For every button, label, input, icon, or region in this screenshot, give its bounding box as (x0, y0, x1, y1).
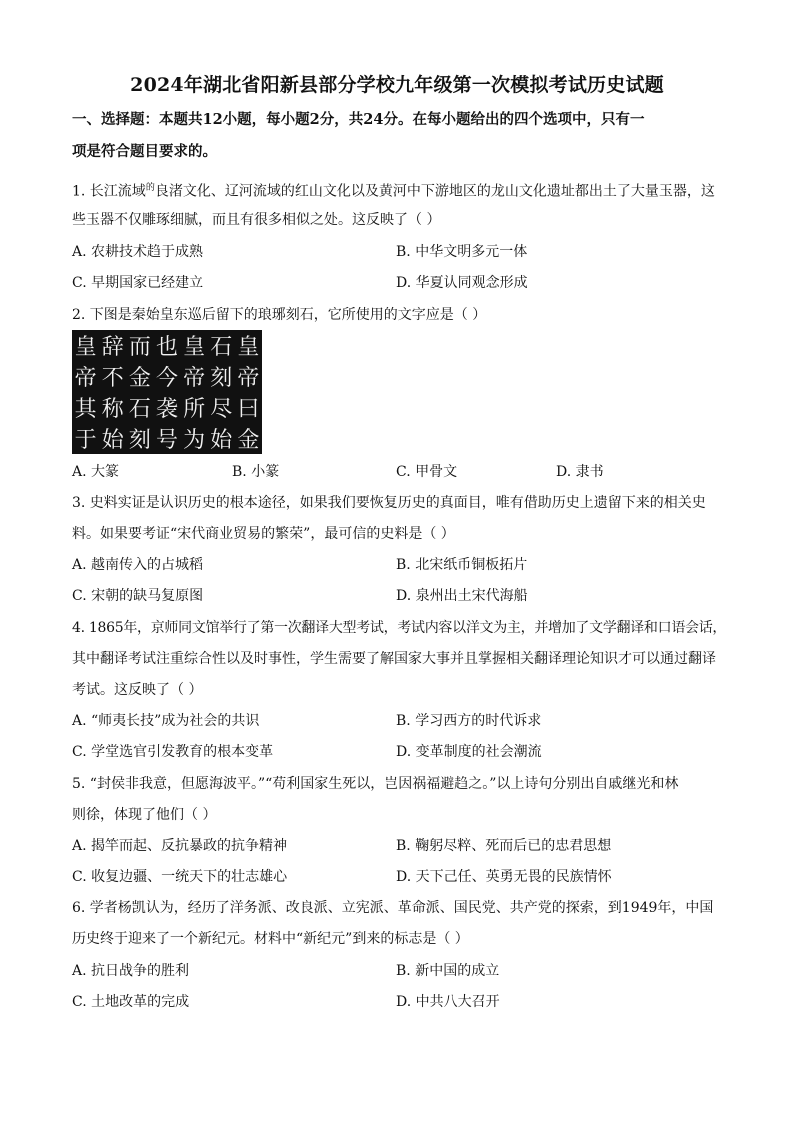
q2-option-c: C. 甲骨文 (396, 464, 458, 480)
q1-option-d: D. 华夏认同观念形成 (396, 275, 528, 291)
q4-option-d: D. 变革制度的社会潮流 (396, 744, 542, 760)
q1-option-b: B. 中华文明多元一体 (396, 244, 528, 260)
inscription-glyph: 石 (128, 397, 151, 423)
inscription-glyph: 所 (183, 397, 206, 423)
inscription-glyph: 今 (155, 366, 179, 392)
langya-stone-inscription-image (72, 330, 262, 454)
inscription-glyph: 尽 (210, 397, 233, 423)
inscription-glyph: 始 (101, 428, 124, 454)
q1-option-c: C. 早期国家已经建立 (72, 275, 204, 291)
q5-option-b: B. 鞠躬尽粹、死而后已的忠君思想 (396, 838, 612, 854)
inscription-glyph: 刻 (128, 428, 151, 454)
inscription-glyph: 皇 (237, 335, 260, 361)
q6-stem-line1: 6. 学者杨凯认为，经历了洋务派、改良派、立宪派、革命派、国民党、共产党的探索，到1949年，中国 (72, 900, 714, 916)
q2-option-a: A. 大篆 (72, 464, 120, 480)
section-heading-line2: 项是符合题目要求的。 (72, 143, 217, 160)
inscription-glyph: 号 (155, 428, 179, 454)
q2-stem-line1: 2. 下图是秦始皇东巡后留下的琅琊刻石，它所使用的文字应是（ ） (72, 307, 487, 323)
q5-option-c: C. 收复边疆、一统天下的壮志雄心 (72, 869, 288, 885)
q6-option-c: C. 土地改革的完成 (72, 994, 190, 1010)
q4-option-b: B. 学习西方的时代诉求 (396, 713, 542, 729)
q1-stem-line2: 些玉器不仅雕琢细腻，而且有很多相似之处。这反映了（ ） (72, 212, 441, 228)
q3-option-a: A. 越南传入的占城稻 (72, 557, 204, 573)
q2-option-d: D. 隶书 (556, 464, 604, 480)
q3-option-b: B. 北宋纸币铜板拓片 (396, 557, 528, 573)
q6-option-b: B. 新中国的成立 (396, 963, 500, 979)
q1-stem-line1: 1. 长江流域$^的$良渚文化、辽河流域的红山文化以及黄河中下游地区的龙山文化遗址都出土了大量玉器，这 (72, 183, 715, 200)
q6-option-a: A. 抗日战争的胜利 (72, 963, 190, 979)
q6-option-d: D. 中共八大召开 (396, 994, 500, 1010)
q5-option-d: D. 天下己任、英勇无畏的民族情怀 (396, 869, 612, 885)
inscription-glyph: 始 (210, 428, 233, 454)
inscription-glyph: 袭 (155, 397, 179, 423)
inscription-glyph: 帝 (237, 366, 260, 392)
q5-stem-line1: 5. “封侯非我意，但愿海波平。”“苟利国家生死以，岂因祸福避趋之。”以上诗句分别出自戚继光和林 (72, 776, 679, 792)
inscription-glyph: 皇 (74, 335, 97, 361)
q4-stem-line2: 其中翻译考试注重综合性以及时事性，学生需要了解国家大事并且掌握相关翻译理论知识才可以通过翻译 (72, 651, 716, 667)
section-heading-line1: 一、选择题：本题共12小题，每小题2分，共24分。在每小题给出的四个选项中，只有一 (72, 111, 645, 128)
q4-stem-line1: 4. 1865年，京师同文馆举行了第一次翻译大型考试，考试内容以洋文为主，并增加了文学翻译和口语会话， (72, 620, 727, 636)
inscription-glyph: 皇 (183, 335, 206, 361)
page-title: 2024年湖北省阳新县部分学校九年级第一次模拟考试历史试题 (130, 74, 664, 96)
inscription-glyph: 金 (237, 428, 260, 454)
inscription-glyph: 帝 (183, 366, 206, 392)
inscription-glyph: 不 (101, 366, 124, 392)
q3-option-c: C. 宋朝的缺马复原图 (72, 588, 204, 604)
inscription-glyph: 辞 (101, 335, 124, 361)
q3-stem-line1: 3. 史料实证是认识历史的根本途径，如果我们要恢复历史的真面目，唯有借助历史上遗留下来的相关史 (72, 495, 706, 511)
inscription-glyph: 帝 (74, 366, 97, 392)
inscription-glyph: 其 (74, 397, 97, 423)
inscription-glyph: 称 (101, 397, 124, 423)
q5-option-a: A. 揭竿而起、反抗暴政的抗争精神 (72, 838, 288, 854)
q2-option-b: B. 小篆 (232, 464, 280, 480)
inscription-glyph: 为 (183, 428, 206, 454)
q5-stem-line2: 则徐，体现了他们（ ） (72, 807, 217, 823)
q1-option-a: A. 农耕技术趋于成熟 (72, 244, 204, 260)
q4-option-a: A. “师夷长技”成为社会的共识 (72, 713, 260, 729)
inscription-glyph: 石 (210, 335, 233, 361)
seal-script-rubbing (72, 330, 262, 454)
q3-stem-line2: 料。如果要考证“宋代商业贸易的繁荣”，最可信的史料是（ ） (72, 526, 455, 542)
inscription-glyph: 而 (128, 335, 151, 361)
inscription-glyph: 也 (155, 335, 179, 361)
q3-option-d: D. 泉州出土宋代海船 (396, 588, 528, 604)
inscription-glyph: 金 (128, 366, 151, 392)
q6-stem-line2: 历史终于迎来了一个新纪元。材料中“新纪元”到来的标志是（ ） (72, 931, 469, 947)
q4-option-c: C. 学堂选官引发教育的根本变革 (72, 744, 274, 760)
inscription-glyph: 曰 (237, 397, 260, 423)
inscription-glyph: 刻 (210, 366, 233, 392)
q4-stem-line3: 考试。这反映了（ ） (72, 682, 203, 698)
inscription-glyph: 于 (74, 428, 97, 454)
